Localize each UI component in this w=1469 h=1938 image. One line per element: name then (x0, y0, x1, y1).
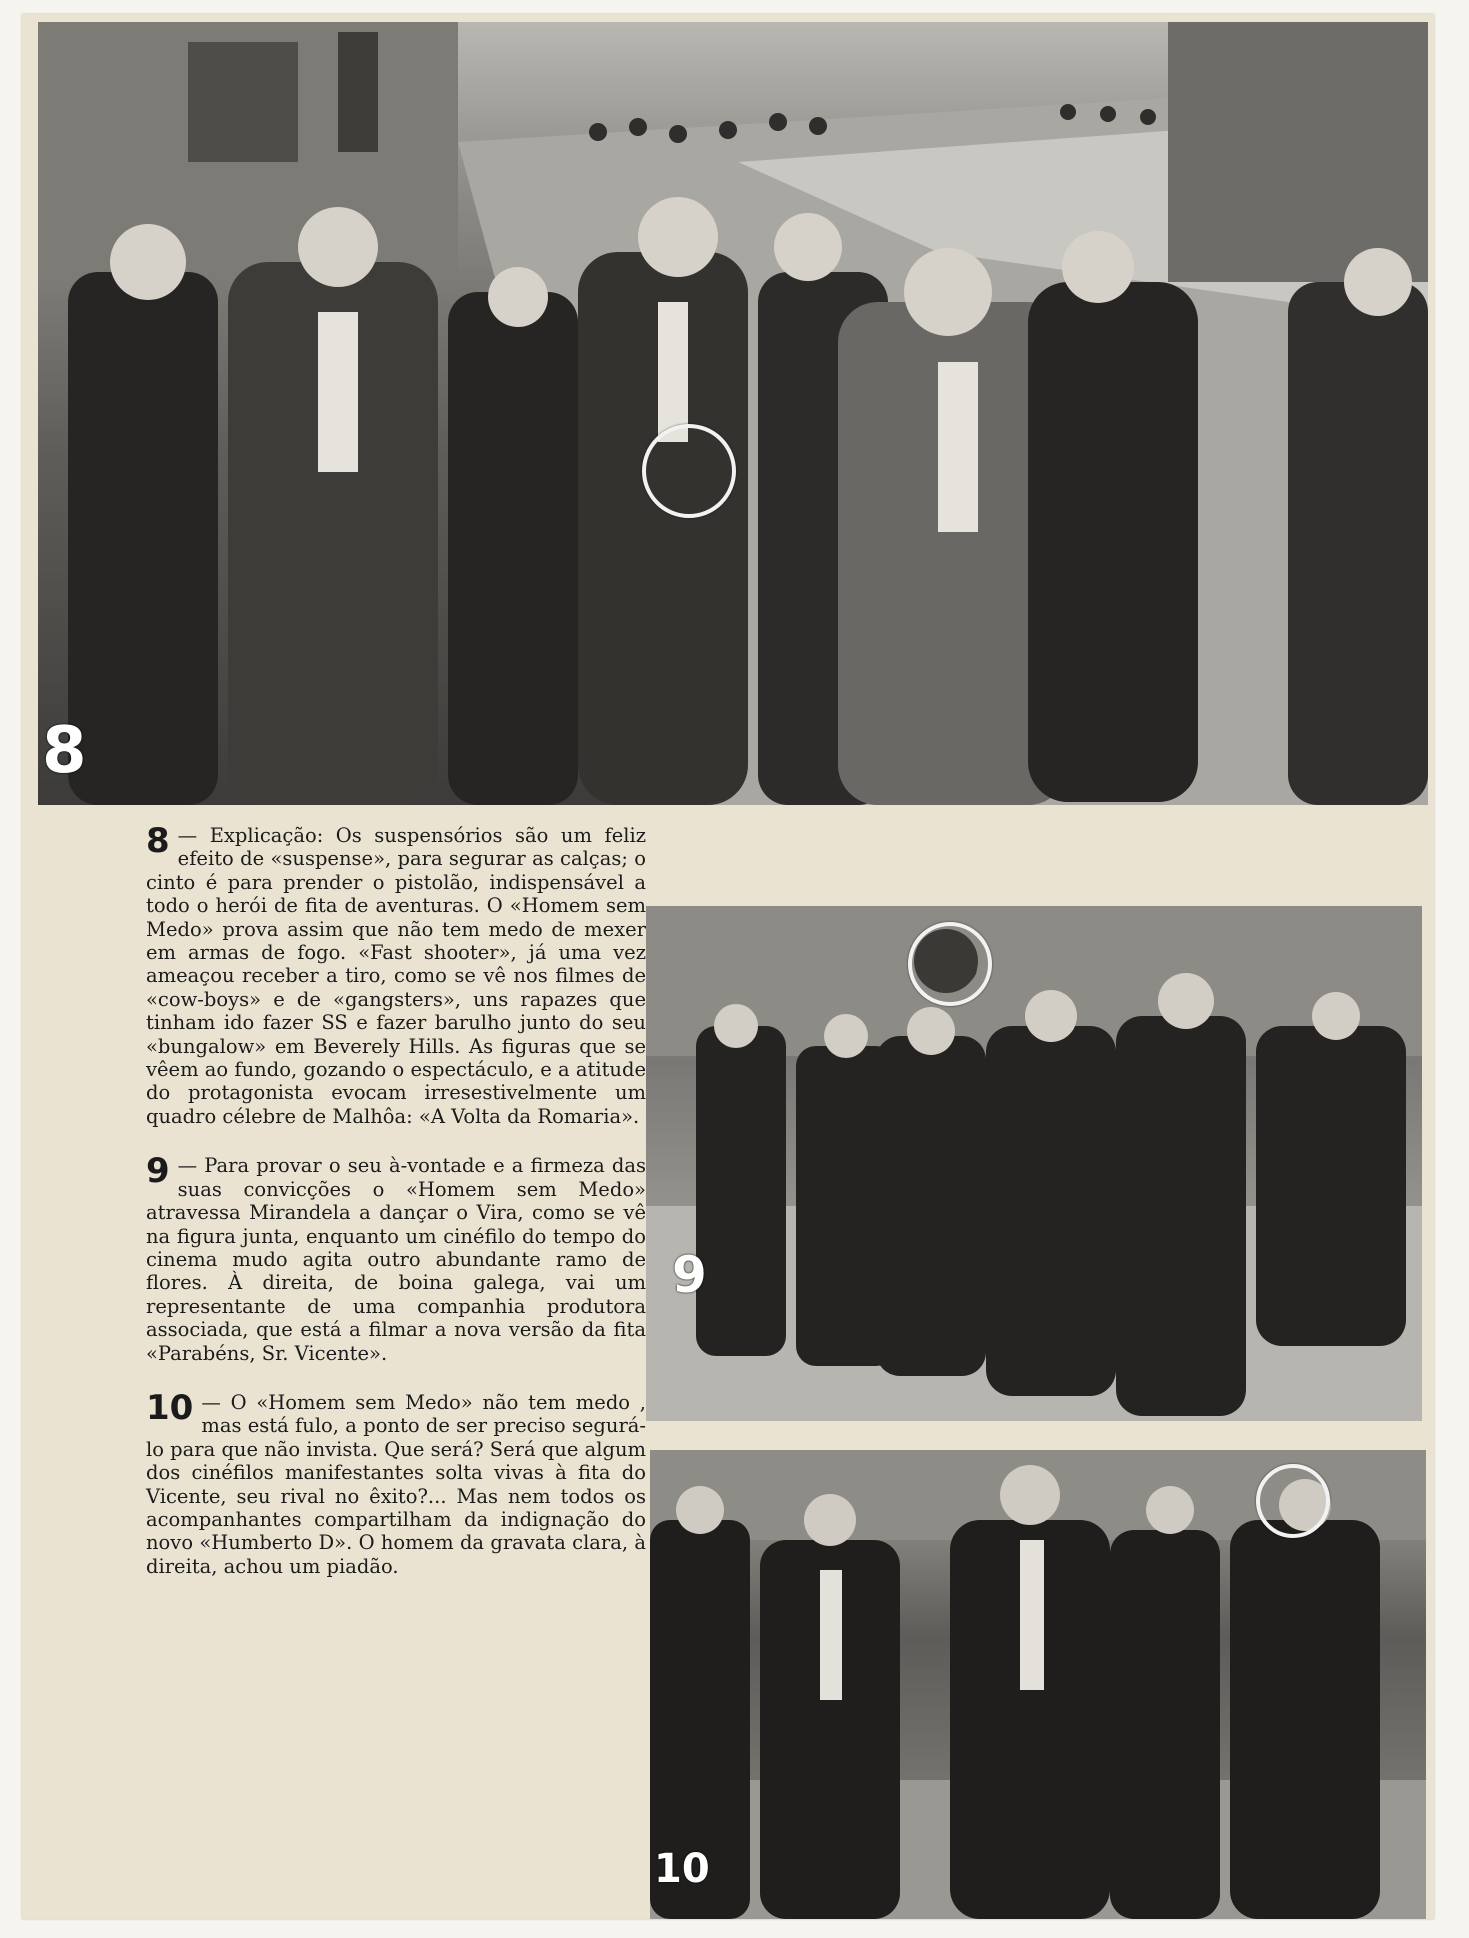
caption-8-number: 8 (146, 821, 170, 861)
caption-10 (146, 1387, 646, 1578)
laughing-man-highlight-ring (1256, 1464, 1330, 1538)
photo-8-number: 8 (42, 714, 87, 788)
caption-10-number: 10 (146, 1387, 194, 1428)
photo-9-number: 9 (672, 1246, 707, 1304)
dancing-crowd-illustration (646, 906, 1422, 1421)
photo-8 (38, 22, 1428, 805)
caption-8 (146, 821, 646, 1128)
gun-highlight-ring (642, 424, 736, 518)
flowers-highlight-ring (908, 922, 992, 1006)
caption-9 (146, 1151, 646, 1365)
crowd-street-illustration (38, 22, 1428, 805)
caption-9-text: — Para provar o seu à-vontade e a firmeza das suas convicções o «Homem sem Medo» atravessa Mirandela a dançar o Vira, como se vê na figura junta, enquanto um cinéfilo do tempo do cinema mudo agita outro abundante ramo de flores. À direita, de boina galega, vai um representante de uma companhia produtora associada, que está a filmar a nova versão da fita «Parabéns, Sr. Vicente». (146, 1154, 646, 1365)
photo-10-number: 10 (654, 1846, 710, 1892)
caption-8-text: — Explicação: Os suspensórios são um feliz efeito de «suspense», para segurar as calças; o cinto é para prender o pistolão, indispensável a todo o herói de fita de aventuras. O «Homem sem Medo» prova assim que não tem medo de mexer em armas de fogo. «Fast shooter», já uma vez ameaçou receber a tiro, como se vê nos filmes de «cow-boys» e de «gangsters», uns rapazes que tinham ido fazer SS e fazer barulho junto do seu «bungalow» em Beverely Hills. As figuras que se vêem ao fundo, gozando o espectáculo, e a atitude do protagonista evocam irresestivelmente um quadro célebre de Malhôa: «A Volta da Romaria». (146, 824, 646, 1128)
magazine-page (22, 14, 1434, 1919)
captions-column (146, 821, 646, 1604)
photo-10 (650, 1450, 1426, 1919)
caption-9-number: 9 (146, 1151, 170, 1192)
caption-10-text: — O «Homem sem Medo» não tem medo , mas está fulo, a ponto de ser preciso segurá-lo para que não invista. Que será? Será que algum dos cinéfilos manifestantes solta vivas à fita do Vicente, seu rival no êxito?... Mas nem todos os acompanhantes compartilham da indignação do novo «Humberto D». O homem da gravata clara, à direita, achou um piadão. (146, 1390, 646, 1578)
photo-9 (646, 906, 1422, 1421)
